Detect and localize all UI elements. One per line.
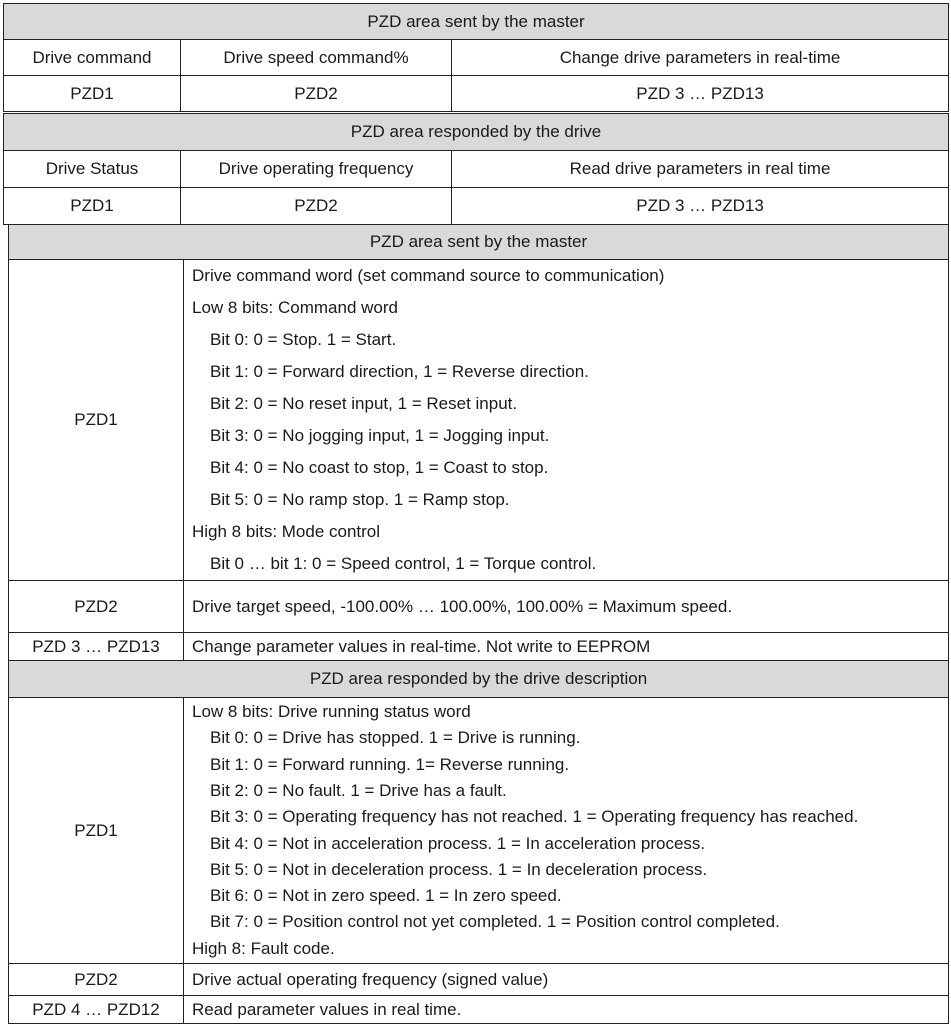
status-bit-4: Bit 4: 0 = Not in acceleration process. 1 = In acceleration process. <box>210 833 706 853</box>
responded-detail-pzd2-description: Drive actual operating frequency (signed value) <box>184 964 949 996</box>
command-bit-0: Bit 0: 0 = Stop. 1 = Start. <box>210 330 397 349</box>
command-word-intro: Drive command word (set command source to communication) <box>192 266 665 285</box>
responded-header-drive-status: Drive Status <box>4 151 181 188</box>
responded-header-operating-frequency: Drive operating frequency <box>181 151 452 188</box>
sent-value-pzd3-13: PZD 3 … PZD13 <box>452 76 949 112</box>
responded-detail-pzd4-description: Read parameter values in real time. <box>184 996 949 1024</box>
responded-detail-pzd1-label: PZD1 <box>9 698 184 964</box>
responded-detail-pzd1-description <box>184 698 949 964</box>
status-bit-0: Bit 0: 0 = Drive has stopped. 1 = Drive is running. <box>210 728 581 748</box>
responded-header-read-params: Read drive parameters in real time <box>452 151 949 188</box>
command-bit-5: Bit 5: 0 = No ramp stop. 1 = Ramp stop. <box>210 490 510 509</box>
mode-control-bits: Bit 0 … bit 1: 0 = Speed control, 1 = Torque control. <box>210 554 597 573</box>
status-bit-1: Bit 1: 0 = Forward running. 1= Reverse running. <box>210 754 570 774</box>
command-bit-3: Bit 3: 0 = No jogging input, 1 = Jogging input. <box>210 426 550 445</box>
responded-summary-title: PZD area responded by the drive <box>4 114 949 151</box>
sent-detail-title: PZD area sent by the master <box>9 225 949 260</box>
sent-header-drive-command: Drive command <box>4 40 181 76</box>
responded-detail-pzd4-label: PZD 4 … PZD12 <box>9 996 184 1024</box>
responded-detail-pzd2-label: PZD2 <box>9 964 184 996</box>
command-bit-4: Bit 4: 0 = No coast to stop, 1 = Coast to stop. <box>210 458 549 477</box>
sent-summary-title: PZD area sent by the master <box>4 4 949 40</box>
responded-detail-table <box>8 660 949 1024</box>
sent-detail-pzd1-label: PZD1 <box>9 260 184 581</box>
sent-detail-pzd3-label: PZD 3 … PZD13 <box>9 633 184 662</box>
sent-detail-pzd2-label: PZD2 <box>9 581 184 633</box>
sent-value-pzd1: PZD1 <box>4 76 181 112</box>
sent-detail-pzd2-description: Drive target speed, -100.00% … 100.00%, 100.00% = Maximum speed. <box>184 581 949 633</box>
status-bit-6: Bit 6: 0 = Not in zero speed. 1 = In zero speed. <box>210 886 562 906</box>
responded-value-pzd2: PZD2 <box>181 188 452 225</box>
fault-code-line: High 8: Fault code. <box>192 938 335 958</box>
sent-header-speed-command: Drive speed command% <box>181 40 452 76</box>
sent-detail-pzd3-description: Change parameter values in real-time. Not write to EEPROM <box>184 633 949 662</box>
responded-value-pzd3-13: PZD 3 … PZD13 <box>452 188 949 225</box>
command-bit-1: Bit 1: 0 = Forward direction, 1 = Reverse direction. <box>210 362 589 381</box>
status-word-heading: Low 8 bits: Drive running status word <box>192 702 471 722</box>
sent-detail-table <box>8 224 949 662</box>
command-bit-2: Bit 2: 0 = No reset input, 1 = Reset input. <box>210 394 518 413</box>
responded-summary-table <box>3 113 949 225</box>
status-bit-2: Bit 2: 0 = No fault. 1 = Drive has a fault. <box>210 780 507 800</box>
sent-header-change-params: Change drive parameters in real-time <box>452 40 949 76</box>
responded-detail-title: PZD area responded by the drive description <box>9 661 949 698</box>
status-bit-7: Bit 7: 0 = Position control not yet completed. 1 = Position control completed. <box>210 912 780 932</box>
sent-summary-table <box>3 3 949 112</box>
sent-value-pzd2: PZD2 <box>181 76 452 112</box>
sent-detail-pzd1-description <box>184 260 949 581</box>
low-8-bits-heading: Low 8 bits: Command word <box>192 298 398 317</box>
status-bit-5: Bit 5: 0 = Not in deceleration process. 1 = In deceleration process. <box>210 859 708 879</box>
high-8-bits-heading: High 8 bits: Mode control <box>192 522 381 541</box>
responded-value-pzd1: PZD1 <box>4 188 181 225</box>
status-bit-3: Bit 3: 0 = Operating frequency has not reached. 1 = Operating frequency has reached. <box>210 807 859 827</box>
